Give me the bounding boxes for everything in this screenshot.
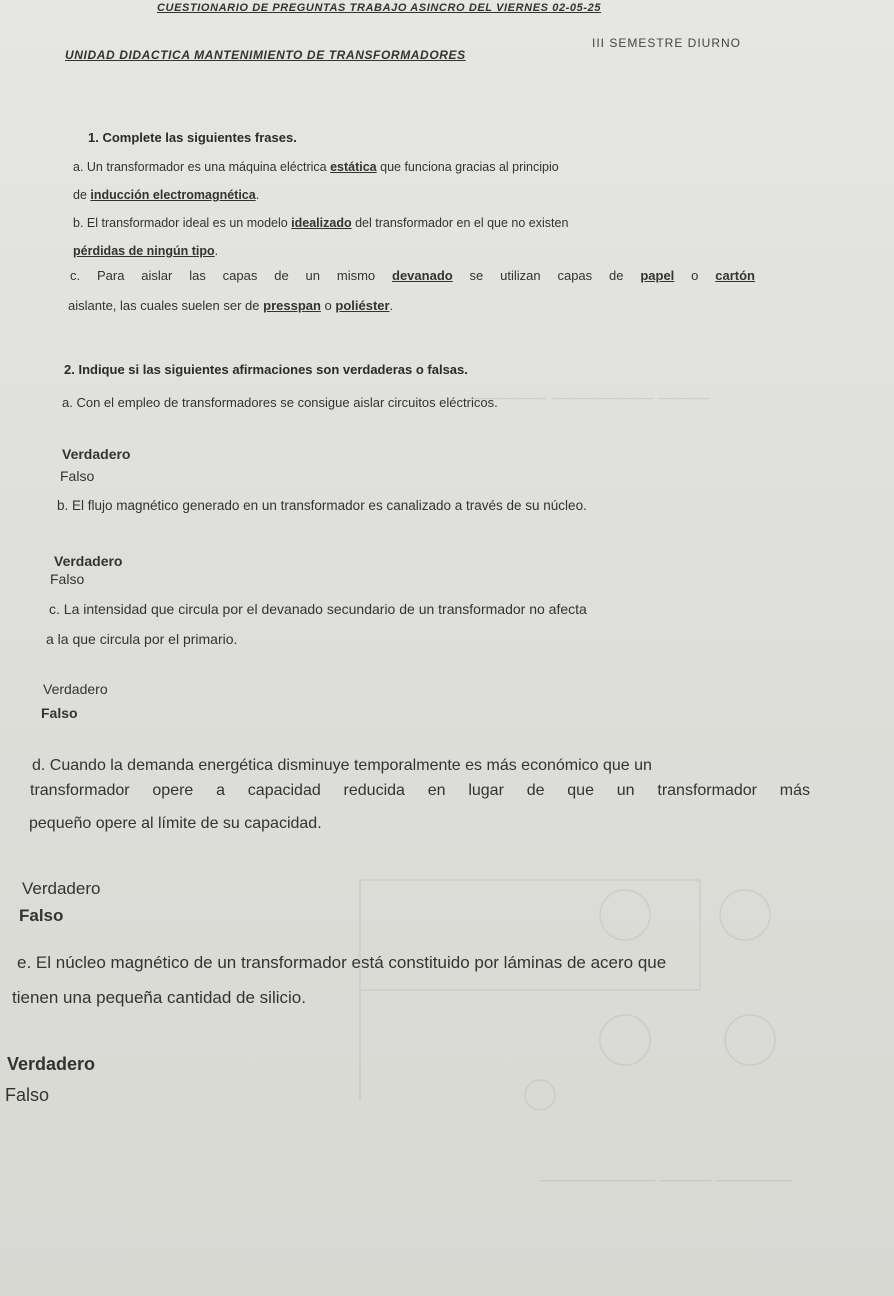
option-false-a[interactable]: Falso [60,468,95,484]
answer-idealizado: idealizado [291,216,352,230]
statement-e-line-2: tienen una pequeña cantidad de silicio. [12,988,306,1007]
item-1a-line-2 [73,188,259,202]
statement-d-line-3: pequeño opere al límite de su capacidad. [29,815,322,832]
bleed-through-diagram [340,870,870,1110]
statement-d-line-1: d. Cuando la demanda energética disminuye temporalmente es más económico que un [32,757,652,774]
option-true-d[interactable]: Verdadero [22,879,101,898]
text: o [320,298,336,313]
answer-presspan: presspan [263,298,321,313]
text: o [674,268,716,283]
option-false-d[interactable]: Falso [19,906,64,925]
item-1b-line-2 [73,244,218,258]
text: aislante, las cuales suelen ser de [68,298,264,313]
text: b. El transformador ideal es un modelo [73,216,292,230]
option-false-b[interactable]: Falso [50,571,85,587]
option-true-a[interactable]: Verdadero [62,446,131,462]
bleed-through-text: ──── ──────── ────── [470,388,710,408]
option-false-e[interactable]: Falso [5,1085,50,1105]
text: a. Un transformador es una máquina eléctrica [73,160,331,174]
option-true-c[interactable]: Verdadero [43,681,108,697]
text: c. Para aislar las capas de un mismo [70,268,393,283]
answer-papel: papel [640,268,675,283]
answer-poliester: poliéster [335,298,390,313]
statement-c-line-2: a la que circula por el primario. [46,631,238,647]
item-1c-line-1 [70,268,755,283]
answer-carton: cartón [715,268,755,283]
option-true-b[interactable]: Verdadero [54,553,123,569]
statement-d-line-2: transformador opere a capacidad reducida en lugar de que un transformador más [30,782,810,799]
option-true-e[interactable]: Verdadero [7,1054,96,1074]
text: del transformador en el que no existen [351,216,569,230]
text: de [73,188,91,202]
bleed-through-text: ────── ──── ───────── [540,1170,793,1190]
text: . [389,298,394,313]
item-1a-line-1 [73,160,559,174]
text: que funciona gracias al principio [376,160,559,174]
statement-b: b. El flujo magnético generado en un transformador es canalizado a través de su núcleo. [57,498,587,513]
statement-c-line-1: c. La intensidad que circula por el devanado secundario de un transformador no afecta [49,601,587,617]
answer-induccion: inducción electromagnética [90,188,256,202]
text: . [214,244,219,258]
semester-label: III SEMESTRE DIURNO [592,36,742,50]
text: . [255,188,260,202]
item-1b-line-1 [73,216,568,230]
answer-perdidas: pérdidas de ningún tipo [73,244,215,258]
unit-title: UNIDAD DIDACTICA MANTENIMIENTO DE TRANSFORMADORES [65,48,466,62]
statement-e-line-1: e. El núcleo magnético de un transformador está constituido por láminas de acero que [17,953,667,972]
option-false-c[interactable]: Falso [41,705,78,721]
document-title: CUESTIONARIO DE PREGUNTAS TRABAJO ASINCRO DEL VIERNES 02-05-25 [157,2,602,14]
section-1-title: 1. Complete las siguientes frases. [88,130,297,145]
item-1c-line-2 [68,298,393,313]
text: se utilizan capas de [452,268,641,283]
answer-devanado: devanado [392,268,453,283]
section-2-title: 2. Indique si las siguientes afirmaciones son verdaderas o falsas. [64,362,468,377]
statement-a: a. Con el empleo de transformadores se consigue aislar circuitos eléctricos. [62,395,498,410]
answer-estatica: estática [330,160,377,174]
